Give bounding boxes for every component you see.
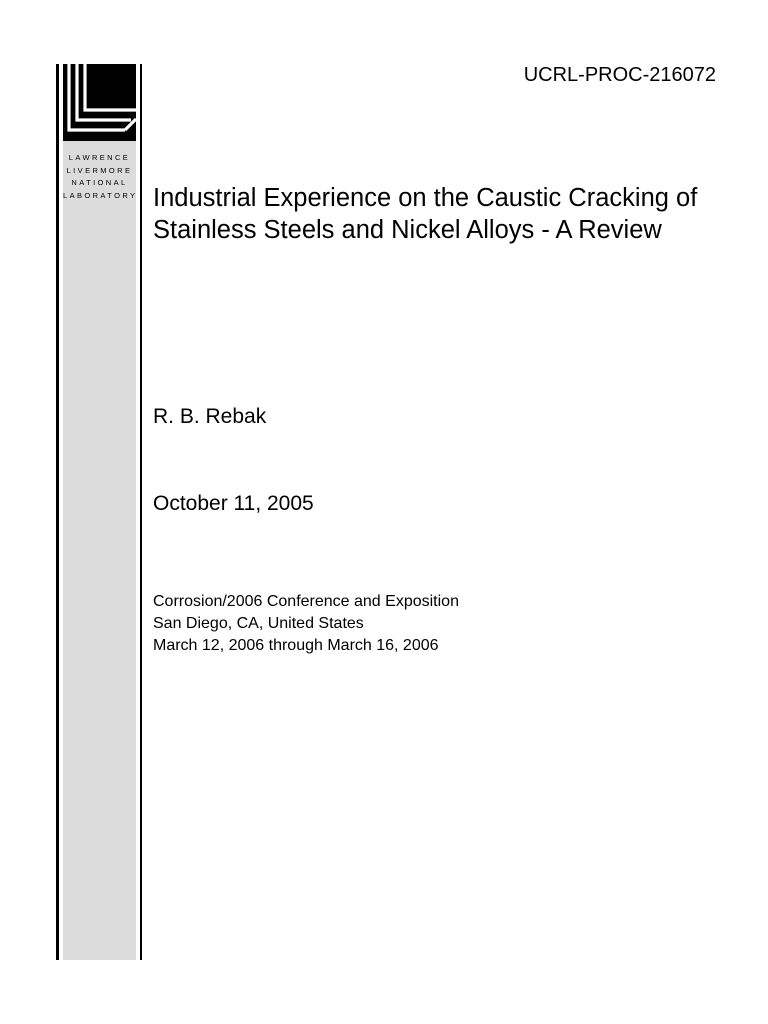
sidebar-left-rule: [56, 64, 59, 960]
conference-name: Corrosion/2006 Conference and Exposition: [153, 593, 459, 610]
document-date: October 11, 2005: [153, 492, 314, 515]
lab-name-line: LAWRENCE: [68, 153, 131, 162]
document-title: Industrial Experience on the Caustic Cracking of Stainless Steels and Nickel Alloys - A Review: [153, 184, 698, 244]
lab-name-line: NATIONAL: [71, 178, 128, 187]
llnl-logo-icon: [63, 64, 136, 141]
lab-name-line: LABORATORY: [63, 190, 138, 200]
conference-info: [153, 591, 459, 657]
lab-name: [63, 152, 136, 202]
report-number: UCRL-PROC-216072: [523, 64, 716, 86]
conference-dates: March 12, 2006 through March 16, 2006: [153, 637, 439, 654]
sidebar-right-rule: [140, 64, 142, 960]
conference-location: San Diego, CA, United States: [153, 615, 364, 632]
lab-name-line: LIVERMORE: [66, 165, 133, 175]
author: R. B. Rebak: [153, 405, 267, 428]
